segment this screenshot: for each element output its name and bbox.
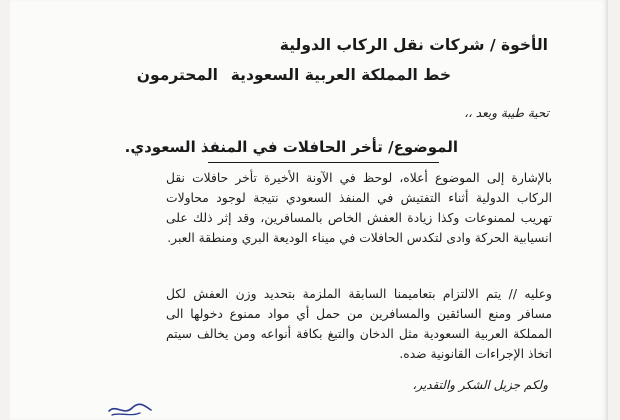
- letter-sheet: [10, 0, 608, 420]
- greeting: تحية طيبة وبعد ،،: [464, 106, 549, 120]
- addressee-route-line: خط المملكة العربية السعودية: [230, 66, 451, 84]
- body-paragraph-2: وعليه // يتم الالتزام بتعاميمنا السابقة الملزمة بتحديد وزن العفش لكل مسافر ومنع السائقين والمسافرين من حمل أي مواد ممنوع دخولها الى المملكة العربية السعودية مثل الدخان والتبغ بكافة أنواعه ومن يخالف سيتم اتخاذ الإجراءات القانونية ضده.: [166, 287, 552, 361]
- subject-underline: [208, 162, 439, 163]
- subject-line: الموضوع/ تأخر الحافلات في المنفذ السعودي.: [124, 138, 458, 156]
- signature-mark: [106, 398, 154, 420]
- honorific: المحترمون: [136, 66, 218, 84]
- closing-line: ولكم جزيل الشكر والتقدير،: [412, 378, 548, 392]
- addressee-line: الأخوة / شركات نقل الركاب الدولية: [279, 36, 548, 54]
- body-paragraph-1: بالإشارة إلى الموضوع أعلاه، لوحظ في الآونة الأخيرة تأخر حافلات نقل الركاب الدولية أثناء التفتيش في المنفذ السعودي نتيجة لوجود محاولات تهريب لممنوعات وكذا زيادة العفش الخاص بالمسافرين، وقد إثر ذلك على انسيابية الحركة وادى لتكدس الحافلات في ميناء الوديعة البري ومنطقة العبر.: [166, 171, 552, 245]
